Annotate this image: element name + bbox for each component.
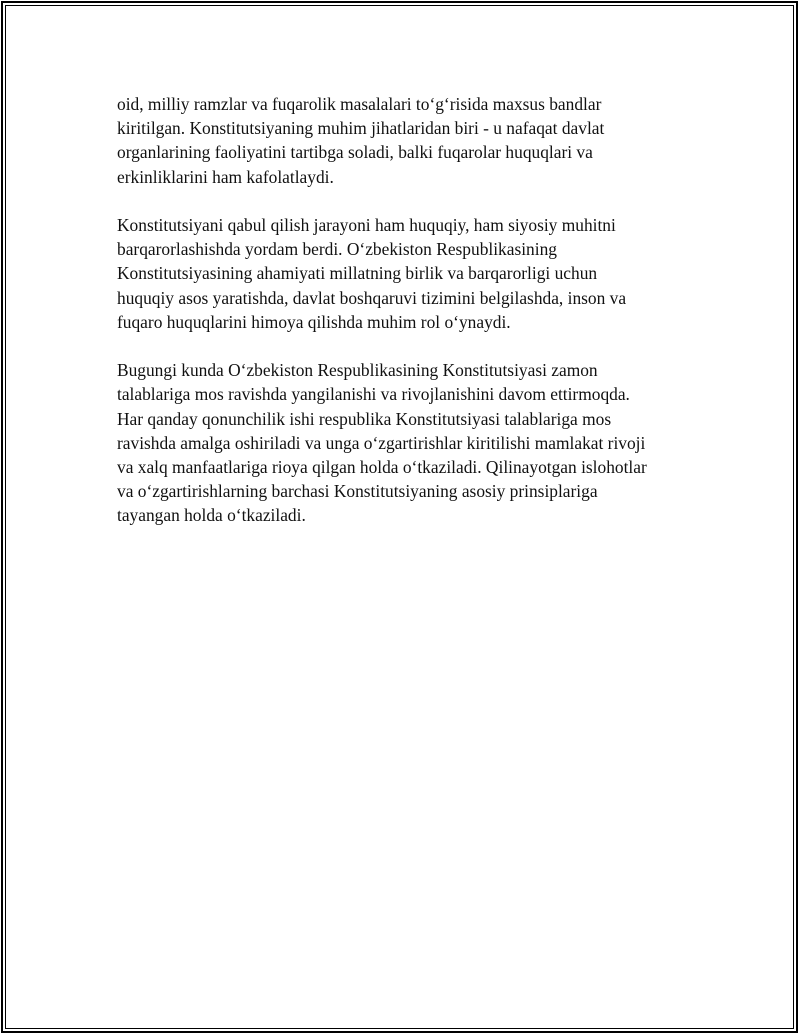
paragraph-3: Bugungi kunda O‘zbekiston Respublikasining Konstitutsiyasi zamon talablariga mos ravishda yangilanishi va rivojlanishini davom ettirmoqda. Har qanday qonunchilik ishi respublika Konstitutsiyasi talablariga mos ravishda amalga oshiriladi va unga o‘zgartirishlar kiritilishi mamlakat rivoji va xalq manfaatlariga rioya qilgan holda o‘tkaziladi. Qilinayotgan islohotlar va o‘zgartirishlarning barchasi Konstitutsiyaning asosiy prinsiplariga tayangan holda o‘tkaziladi. bbox=[117, 360, 647, 526]
paragraph-1: oid, milliy ramzlar va fuqarolik masalalari to‘g‘risida maxsus bandlar kiritilgan. Konstitutsiyaning muhim jihatlaridan biri - u nafaqat davlat organlarining faoliyatini tartibga soladi, balki fuqarolar huquqlari va erkinliklarini ham kafolatlaydi. bbox=[117, 94, 605, 187]
paragraph-2: Konstitutsiyani qabul qilish jarayoni ham huquqiy, ham siyosiy muhitni barqarorlashishda yordam berdi. O‘zbekiston Respublikasining Konstitutsiyasining ahamiyati millatning birlik va barqarorligi uchun huquqiy asos yaratishda, davlat boshqaruvi tizimini belgilashda, inson va fuqaro huquqlarini himoya qilishda muhim rol o‘ynaydi. bbox=[117, 215, 627, 332]
document-body bbox=[117, 92, 717, 552]
